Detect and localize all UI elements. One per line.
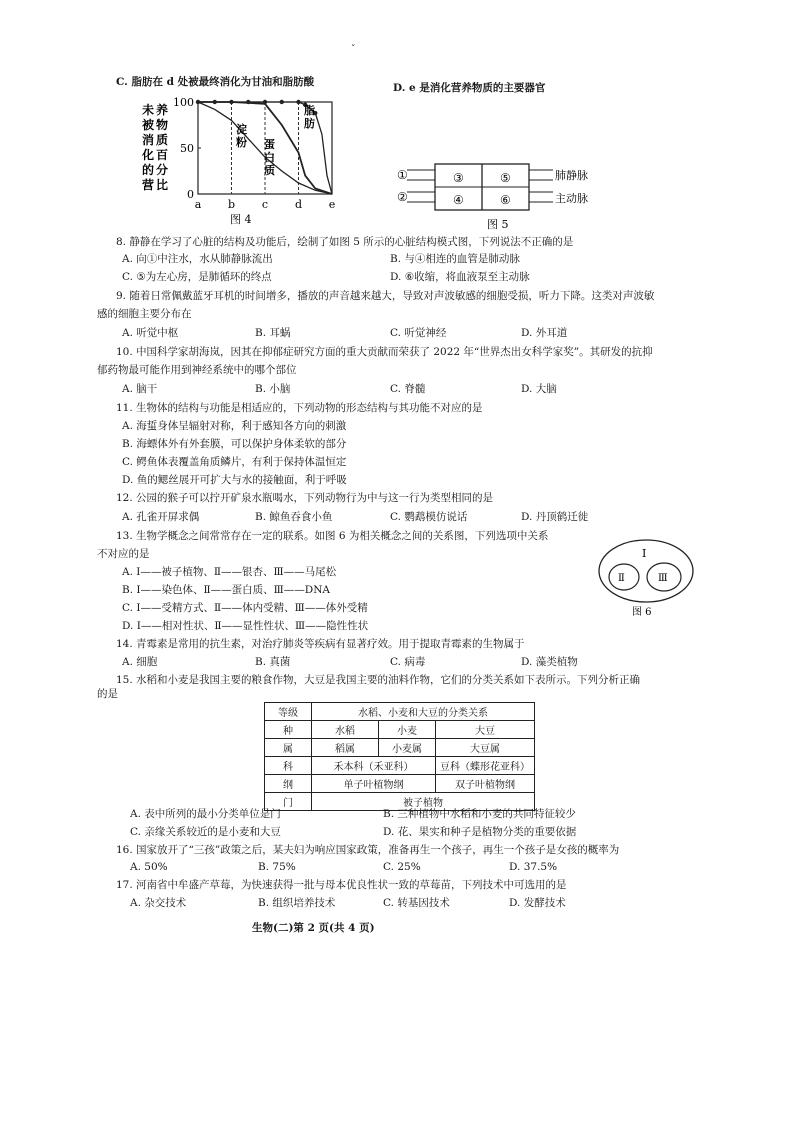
fig4-ylabel-char: 化	[142, 148, 155, 162]
q14-option-a: A. 细胞	[122, 656, 158, 668]
table-cell: 门	[265, 793, 312, 811]
fig5-cell-1: ①	[397, 168, 408, 182]
q15-option-a: A. 表中所列的最小分类单位是门	[130, 808, 281, 820]
q8-stem: 8. 静静在学习了心脏的结构及功能后，绘制了如图 5 所示的心脏结构模式图，下列说法不正确的是	[116, 236, 574, 248]
fig4-ylabel-char: 的	[142, 163, 155, 177]
q11-stem: 11. 生物体的结构与功能是相适应的，下列动物的形态结构与其功能不对应的是	[116, 402, 483, 414]
q15-stem-1: 15. 水稻和小麦是我国主要的粮食作物，大豆是我国主要的油料作物，它们的分类关系如下表所示。下列分析正确	[116, 674, 641, 686]
q13-stem-2: 不对应的是	[97, 548, 150, 560]
table-cell: 纲	[265, 775, 312, 793]
table-cell: 稻属	[312, 739, 379, 757]
classification-table	[264, 702, 535, 811]
q9-stem-2: 感的细胞主要分布在	[97, 308, 192, 320]
table-row	[265, 775, 535, 793]
q16-option-c: C. 25%	[383, 861, 421, 873]
fig4-ylabel-char: 质	[156, 133, 169, 147]
q12-option-c: C. 鹦鹉模仿说话	[390, 511, 468, 523]
fig5-cell-4: ④	[453, 193, 464, 207]
q10-option-b: B. 小脑	[255, 383, 291, 395]
q16-stem: 16. 国家放开了“三孩”政策之后，某夫妇为响应国家政策，准备再生一个孩子，再生一个孩子是女孩的概率为	[116, 844, 620, 856]
fig4-xtick-label: b	[227, 198, 236, 211]
q17-option-c: C. 转基因技术	[383, 897, 450, 909]
table-cell: 小麦	[379, 721, 436, 739]
fig4-label-fat-2: 肪	[304, 117, 315, 130]
fig5-cell-5: ⑤	[500, 171, 511, 185]
q7-option-c: C. 脂肪在 d 处被最终消化为甘油和脂肪酸	[116, 76, 315, 88]
table-cell: 禾本科（禾亚科）	[312, 757, 436, 775]
q13-option-b: B. Ⅰ——染色体、Ⅱ——蛋白质、Ⅲ——DNA	[122, 584, 330, 596]
q17-option-d: D. 发酵技术	[509, 897, 566, 909]
q16-option-a: A. 50%	[130, 861, 168, 873]
q12-option-a: A. 孔雀开屏求偶	[122, 511, 200, 523]
fig4-ytick-label: 100	[173, 96, 194, 109]
q14-option-c: C. 病毒	[390, 656, 426, 668]
q7-option-d: D. e 是消化营养物质的主要器官	[393, 82, 546, 94]
fig4-label-protein-3: 质	[264, 164, 275, 177]
fig4-ylabel-char: 未	[142, 103, 155, 117]
table-cell: 小麦属	[379, 739, 436, 757]
table-cell: 被子植物	[312, 793, 535, 811]
q17-stem: 17. 河南省中牟盛产草莓，为快速获得一批与母本优良性状一致的草莓苗，下列技术中可选用的是	[116, 879, 567, 891]
q17-option-a: A. 杂交技术	[130, 897, 187, 909]
top-mark: ˇ	[351, 45, 356, 55]
q9-option-a: A. 听觉中枢	[122, 327, 179, 339]
q8-option-d: D. ⑥收缩，将血液泵至主动脉	[390, 271, 530, 283]
figure-5-heart-diagram	[393, 158, 613, 232]
fig4-fat-point	[296, 100, 300, 104]
q9-stem-1: 9. 随着日常佩戴蓝牙耳机的时间增多，播放的声音越来越大，导致对声波敏感的细胞受损，听力下降。这类对声波敏	[116, 290, 655, 302]
fig4-fat-point	[263, 100, 267, 104]
fig4-ylabel-char: 营	[142, 178, 155, 192]
fig4-ytick-label: 0	[187, 188, 194, 201]
q13-option-d: D. Ⅰ——相对性状、Ⅱ——显性性状、Ⅲ——隐性性状	[122, 620, 369, 632]
q10-stem-2: 郁药物最可能作用到神经系统中的哪个部位	[97, 364, 297, 376]
fig4-ylabel-char: 比	[156, 178, 169, 192]
fig5-caption: 图 5	[487, 218, 509, 231]
q16-option-d: D. 37.5%	[509, 861, 558, 873]
fig6-caption: 图 6	[632, 607, 652, 618]
fig4-yticks	[173, 96, 201, 201]
q13-stem-1: 13. 生物学概念之间常常存在一定的联系。如图 6 为相关概念之间的关系图，下列选项中关系	[116, 530, 549, 542]
page-footer: 生物(二)第 2 页(共 4 页)	[252, 922, 375, 934]
fig4-fat-point	[213, 100, 217, 104]
fig4-fat-point	[196, 100, 200, 104]
q9-option-c: C. 听觉神经	[390, 327, 447, 339]
q10-option-d: D. 大脑	[521, 383, 557, 395]
table-cell: 科	[265, 757, 312, 775]
table-cell: 双子叶植物纲	[436, 775, 535, 793]
fig4-ylabel-char: 物	[156, 118, 169, 132]
table-row	[265, 721, 535, 739]
q13-option-c: C. Ⅰ——受精方式、Ⅱ——体内受精、Ⅲ——体外受精	[122, 602, 368, 614]
q15-stem-2: 的是	[97, 688, 118, 700]
q11-option-a: A. 海蜇身体呈辐射对称，利于感知各方向的刺激	[122, 420, 347, 432]
fig4-label-starch-1: 淀	[236, 123, 247, 136]
figure-6-concept-diagram	[594, 535, 698, 621]
fig5-cell-2: ②	[397, 190, 408, 204]
fig4-ytick-label: 50	[180, 142, 194, 155]
table-cell: 大豆属	[436, 739, 535, 757]
q9-option-b: B. 耳蜗	[255, 327, 291, 339]
fig4-xticks	[195, 198, 336, 211]
fig4-label-protein-2: 白	[264, 151, 275, 164]
q15-option-b: B. 三种植物中水稻和小麦的共同特征较少	[383, 808, 576, 820]
q15-option-d: D. 花、果实和种子是植物分类的重要依据	[383, 826, 577, 838]
fig6-label-left: Ⅱ	[618, 573, 625, 584]
table-cell: 种	[265, 721, 312, 739]
q12-option-d: D. 丹顶鹤迁徙	[521, 511, 589, 523]
fig6-label-right: Ⅲ	[658, 573, 668, 584]
fig4-fat-point	[246, 100, 250, 104]
fig4-fat-point	[280, 100, 284, 104]
q8-option-c: C. ⑤为左心房，是肺循环的终点	[122, 271, 272, 283]
fig4-label-fat-1: 脂	[304, 104, 315, 117]
fig5-label-pulmonary-vein: 肺静脉	[555, 169, 588, 182]
fig4-ylabel-char: 百	[156, 148, 169, 162]
q16-option-b: B. 75%	[258, 861, 296, 873]
fig4-ylabel-char: 养	[156, 103, 169, 117]
fig4-label-starch-2: 粉	[236, 136, 247, 149]
figure-4-chart	[140, 92, 340, 232]
table-cell: 大豆	[436, 721, 535, 739]
q8-option-a: A. 向①中注水，水从肺静脉流出	[122, 253, 273, 265]
fig5-label-aorta: 主动脉	[555, 192, 588, 205]
q9-option-d: D. 外耳道	[521, 327, 568, 339]
table-header-row	[265, 703, 535, 721]
fig4-ylabel-char: 被	[142, 118, 155, 132]
fig4-xtick-label: c	[261, 198, 269, 211]
fig5-cell-6: ⑥	[500, 193, 511, 207]
table-row	[265, 739, 535, 757]
q10-option-a: A. 脑干	[122, 383, 158, 395]
fig4-xtick-label: a	[194, 198, 202, 211]
q14-stem: 14. 青霉素是常用的抗生素，对治疗肺炎等疾病有显著疗效。用于提取青霉素的生物属于	[116, 638, 525, 650]
fig6-label-outer: Ⅰ	[642, 547, 647, 560]
fig4-ylabel-char: 分	[156, 163, 169, 177]
fig4-ylabel	[141, 102, 168, 192]
q13-option-a: A. Ⅰ——被子植物、Ⅱ——银杏、Ⅲ——马尾松	[122, 566, 337, 578]
q14-option-b: B. 真菌	[255, 656, 291, 668]
q11-option-b: B. 海螵体外有外套膜，可以保护身体柔软的部分	[122, 438, 347, 450]
fig4-caption: 图 4	[230, 213, 252, 226]
table-cell: 豆科（蝶形花亚科）	[436, 757, 535, 775]
q11-option-c: C. 鳄鱼体表覆盖角质鳞片，有利于保持体温恒定	[122, 456, 347, 468]
q12-option-b: B. 鲸鱼吞食小鱼	[255, 511, 333, 523]
fig4-xtick-label: d	[294, 198, 303, 211]
q12-stem: 12. 公园的猴子可以拧开矿泉水瓶喝水，下列动物行为中与这一行为类型相同的是	[116, 492, 494, 504]
table-header-cell: 水稻、小麦和大豆的分类关系	[312, 703, 535, 721]
q17-option-b: B. 组织培养技术	[258, 897, 336, 909]
fig4-xtick-label: e	[328, 198, 336, 211]
q8-option-b: B. 与④相连的血管是肺动脉	[390, 253, 520, 265]
fig4-fat-point	[229, 100, 233, 104]
q10-stem-1: 10. 中国科学家胡海岚，因其在抑郁症研究方面的重大贡献而荣获了 2022 年“世界杰出女科学家奖”。其研发的抗抑	[116, 346, 653, 358]
table-row	[265, 757, 535, 775]
table-header-cell: 等级	[265, 703, 312, 721]
q14-option-d: D. 藻类植物	[521, 656, 578, 668]
fig5-cell-3: ③	[453, 171, 464, 185]
table-cell: 属	[265, 739, 312, 757]
fig4-label-protein-1: 蛋	[264, 138, 275, 151]
fig4-ylabel-char: 消	[142, 133, 155, 147]
q10-option-c: C. 脊髓	[390, 383, 426, 395]
table-cell: 水稻	[312, 721, 379, 739]
table-cell: 单子叶植物纲	[312, 775, 436, 793]
q15-option-c: C. 亲缘关系较近的是小麦和大豆	[130, 826, 281, 838]
q11-option-d: D. 鱼的鳃丝展开可扩大与水的接触面，利于呼吸	[122, 474, 347, 486]
